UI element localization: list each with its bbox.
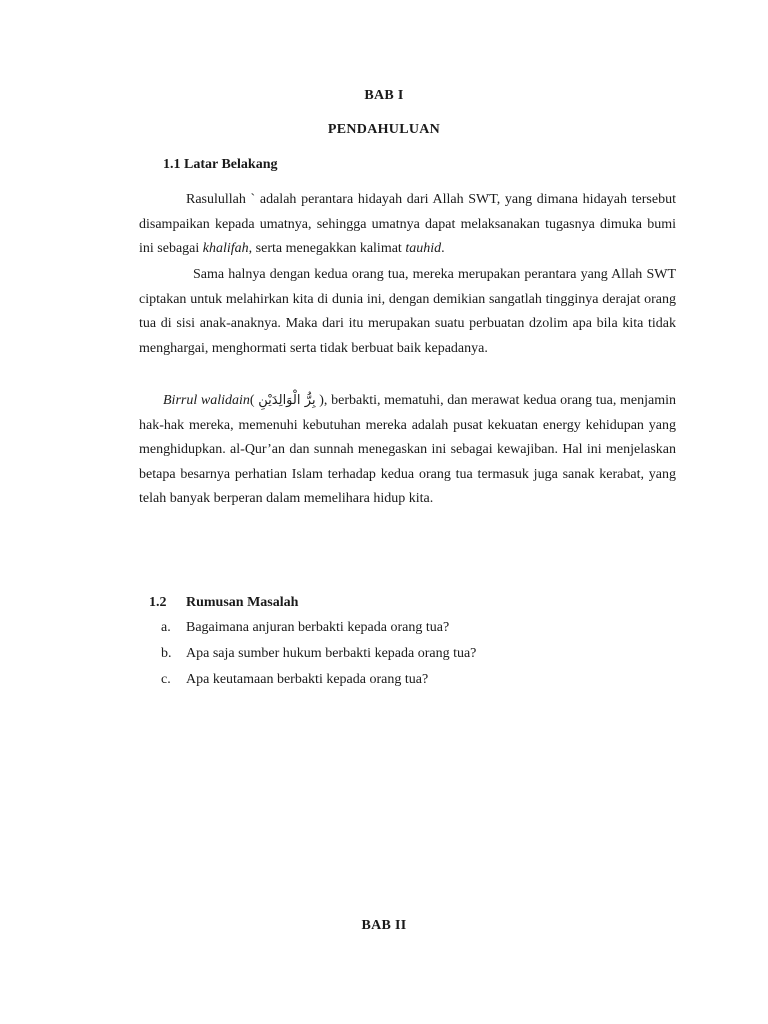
list-marker: b. [161,646,172,661]
list-item [139,615,679,641]
list-marker: c. [161,672,171,687]
question-list [139,615,679,693]
paragraph-1-middle: , serta menegakkan kalimat [248,241,406,256]
list-item-text: Bagaimana anjuran berbakti kepada orang tua? [186,620,450,635]
paragraph-1 [139,188,676,262]
list-item-text: Apa keutamaan berbakti kepada orang tua? [186,672,429,687]
paragraph-1-end: . [441,241,445,256]
term-birrul-walidain: Birrul walidain [163,393,250,408]
paragraph-2: Sama halnya dengan kedua orang tua, mereka merupakan perantara yang Allah SWT ciptakan untuk melahirkan kita di dunia ini, dengan demikian sangatlah tingginya derajat orang tua di sisi anak-anaknya. Maka dari itu merupakan suatu perbuatan dzolim apa bila kita tidak menghargai, menghormati serta tidak berbuat baik kepadanya. [139,267,676,356]
arabic-term: بِرُّ الْوَالِدَيْنِ [258,393,316,408]
paragraph-1-text: Rasulullah ` adalah perantara hidayah dari Allah SWT, yang dimana hidayah tersebut disampaikan kepada umatnya, sehingga umatnya dapat melaksanakan tugasnya dimuka bumi ini sebagai [139,192,676,256]
chapter-title: PENDAHULUAN [327,122,441,137]
list-item [139,641,679,667]
paragraph-3-text: , berbakti, mematuhi, dan merawat kedua orang tua, menjamin hak-hak mereka, memenuhi kebutuhan mereka adalah pusat kekuatan energy kehidupan yang menghidupkan. al-Qur’an dan sunnah menegaskan ini sebagai kewajiban. Hal ini menjelaskan betapa besarnya perhatian Islam terhadap kedua orang tua termasuk juga sanak kerabat, yang telah banyak berperan dalam memelihara hidup kita. [139,393,677,506]
chapter-2-heading: BAB II [361,918,407,933]
term-tauhid: tauhid [405,241,442,256]
term-khalifah: khalifah [202,241,249,256]
arabic-open-paren: ( [249,393,259,408]
arabic-close-paren: ) [315,393,324,408]
paragraph-3 [139,389,676,512]
list-marker: a. [161,620,171,635]
section-heading-latar-belakang: 1.1 Latar Belakang [163,157,278,172]
list-item-text: Apa saja sumber hukum berbakti kepada orang tua? [186,646,477,661]
section-number: 1.2 [149,595,167,610]
list-item [139,667,679,693]
section-heading-rumusan-masalah [149,595,298,611]
section-title: Rumusan Masalah [186,595,299,610]
chapter-heading: BAB I [364,88,404,103]
